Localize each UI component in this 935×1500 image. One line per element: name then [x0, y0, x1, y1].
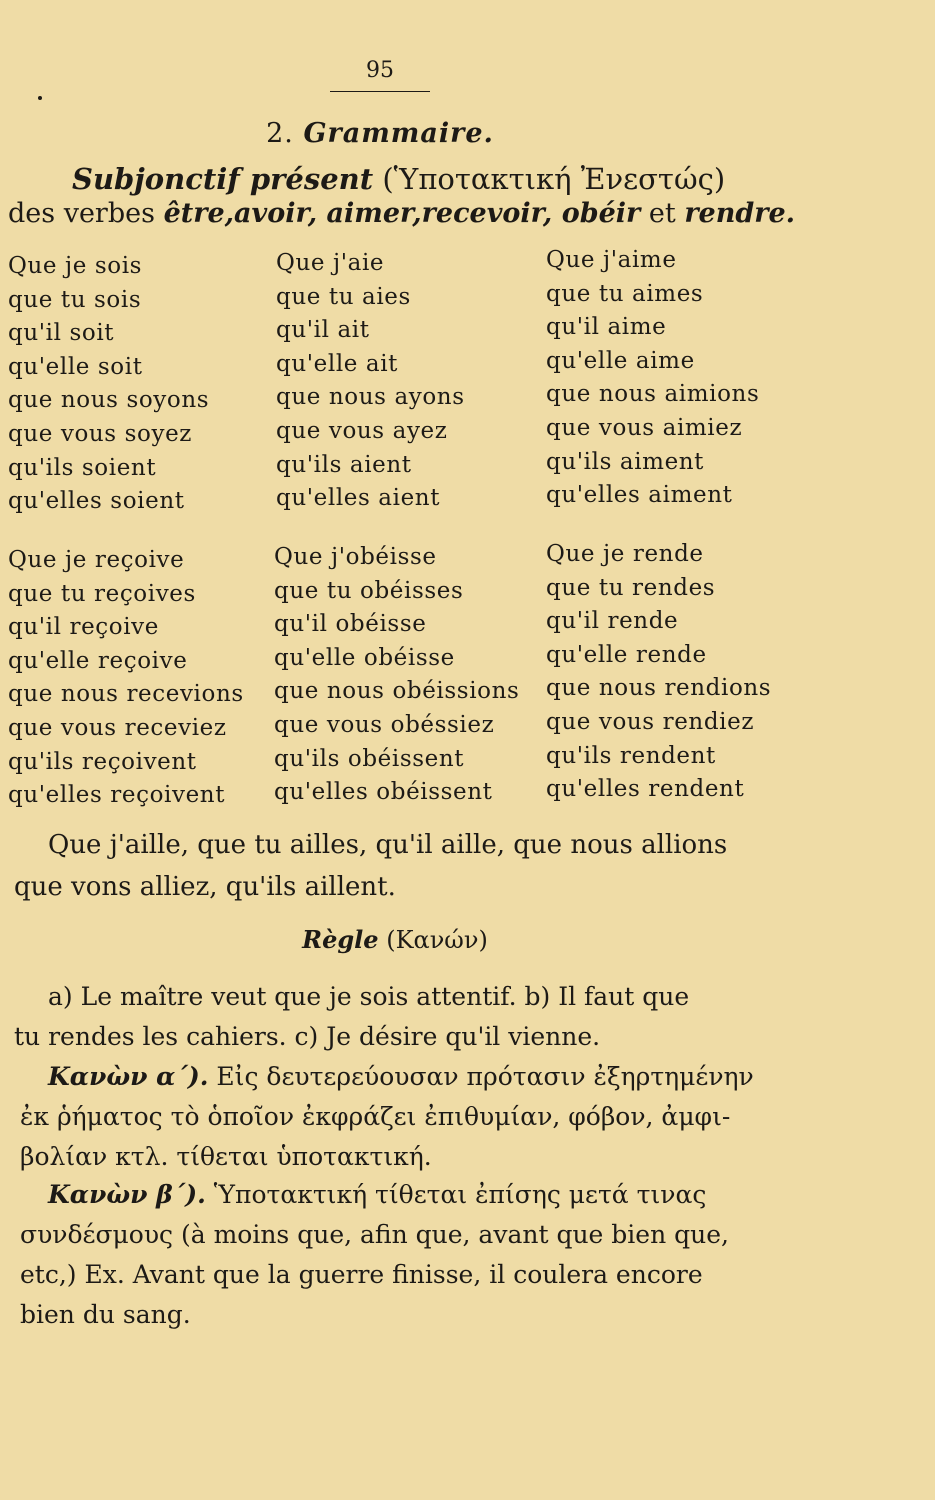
conjugation-rendre [546, 538, 771, 807]
verbs-line [8, 198, 795, 229]
subtitle-french: Subjonctif présent [72, 162, 374, 196]
conjugation-line: que vous obéssiez [274, 711, 495, 738]
conjugation-line: qu'elles reçoivent [8, 782, 226, 809]
rule-a-label: Κανὼν α΄). [48, 1062, 209, 1091]
conjugation-line: que tu reçoives [8, 580, 196, 607]
ink-speck [38, 96, 42, 100]
conjugation-etre [8, 250, 209, 519]
conjugation-obeir [274, 541, 519, 810]
conjugation-line: que nous recevions [8, 681, 244, 708]
verbs-conj: et [648, 198, 676, 229]
examples-line-2: tu rendes les cahiers. c) Je désire qu'il vienne. [14, 1022, 601, 1051]
conjugation-line: que vous aimiez [546, 414, 743, 441]
section-title [0, 118, 760, 149]
conjugation-line: qu'ils reçoivent [8, 748, 197, 775]
aller-line-1: Que j'aille, que tu ailles, qu'il aille, que nous allions [48, 830, 728, 860]
conjugation-line: Que je reçoive [8, 547, 185, 573]
rule-a-line-2: ἐκ ῥήματος τὸ ὁποῖον ἐκφράζει ἐπιθυμίαν, φόβον, ἀμφι- [20, 1102, 731, 1131]
conjugation-aimer [546, 244, 759, 513]
verbs-prefix: des verbes [8, 198, 155, 229]
rule-a-line-3: βολίαν κτλ. τίθεται ὑποτακτική. [20, 1142, 432, 1171]
verbs-list: être,avoir, aimer,recevoir, obéir [163, 198, 641, 229]
rule-heading-french: Règle [302, 925, 379, 954]
conjugation-line: qu'elles soient [8, 488, 185, 515]
rule-b-line-1 [48, 1180, 706, 1209]
conjugation-line: que tu aimes [546, 280, 704, 307]
conjugation-line: qu'ils aient [276, 451, 412, 478]
conjugation-line: qu'il reçoive [8, 614, 159, 641]
rule-b-text-1: Ὑποτακτική τίθεται ἐπίσης μετά τινας [213, 1180, 707, 1209]
conjugation-line: que tu obéisses [274, 577, 464, 604]
conjugation-line: Que j'obéisse [274, 544, 437, 570]
conjugation-line: qu'elle reçoive [8, 647, 188, 674]
conjugation-recevoir [8, 544, 244, 813]
rule-b-label: Κανὼν β΄). [48, 1180, 206, 1209]
conjugation-line: qu'elle rende [546, 641, 707, 668]
rule-b-line-4: bien du sang. [20, 1300, 191, 1329]
rule-a-line-1 [48, 1062, 754, 1091]
conjugation-line: qu'elle aime [546, 347, 695, 374]
conjugation-line: qu'il soit [8, 320, 115, 347]
conjugation-line: que tu aies [276, 283, 411, 310]
conjugation-line: qu'il obéisse [274, 611, 427, 638]
conjugation-line: Que je rende [546, 541, 704, 567]
conjugation-line: que vous ayez [276, 417, 448, 444]
conjugation-line: que nous obéissions [274, 678, 520, 705]
conjugation-line: qu'il ait [276, 317, 370, 344]
conjugation-line: qu'elles rendent [546, 776, 745, 803]
verbs-last: rendre. [684, 198, 796, 229]
conjugation-line: qu'il aime [546, 314, 667, 341]
conjugation-line: qu'ils aiment [546, 448, 705, 475]
conjugation-line: que nous ayons [276, 384, 465, 411]
examples-line-1: a) Le maître veut que je sois attentif. b) Il faut que [48, 982, 690, 1011]
aller-line-2: que vons alliez, qu'ils aillent. [14, 872, 396, 902]
conjugation-line: qu'elle soit [8, 353, 143, 380]
conjugation-line: que tu rendes [546, 574, 716, 601]
rule-heading [0, 925, 790, 954]
subtitle-greek: (Ὑποτακτική Ἐνεστώς) [382, 162, 726, 196]
rule-a-text-1: Εἰς δευτερεύουσαν πρότασιν ἐξηρτημένην [216, 1062, 754, 1091]
conjugation-line: qu'elles obéissent [274, 779, 493, 806]
conjugation-line: Que j'aime [546, 247, 677, 273]
conjugation-line: qu'elles aiment [546, 482, 733, 509]
conjugation-line: qu'ils rendent [546, 742, 716, 769]
conjugation-line: qu'elles aient [276, 485, 441, 512]
conjugation-line: que nous aimions [546, 381, 760, 408]
conjugation-line: qu'elle ait [276, 350, 399, 377]
conjugation-line: que vous receviez [8, 714, 227, 741]
conjugation-line: que vous soyez [8, 420, 192, 447]
page-number-rule [330, 91, 430, 92]
section-number: 2. [266, 118, 294, 149]
conjugation-line: que vous rendiez [546, 708, 755, 735]
conjugation-line: qu'ils soient [8, 454, 157, 481]
section-heading: Grammaire. [303, 118, 494, 149]
conjugation-line: qu'elle obéisse [274, 644, 455, 671]
page-number: 95 [366, 58, 394, 83]
rule-b-line-3: etc,) Ex. Avant que la guerre finisse, il coulera encore [20, 1260, 703, 1289]
conjugation-line: qu'ils obéissent [274, 745, 465, 772]
conjugation-line: que tu sois [8, 286, 142, 313]
conjugation-line: Que je sois [8, 253, 143, 279]
rule-b-line-2: συνδέσμους (à moins que, afin que, avant que bien que, [20, 1220, 729, 1249]
conjugation-line: Que j'aie [276, 250, 385, 276]
conjugation-line: que nous rendions [546, 675, 772, 702]
rule-heading-greek: (Κανών) [386, 926, 488, 954]
subtitle [72, 162, 725, 196]
conjugation-line: qu'il rende [546, 608, 679, 635]
conjugation-line: que nous soyons [8, 387, 210, 414]
conjugation-avoir [276, 247, 465, 516]
